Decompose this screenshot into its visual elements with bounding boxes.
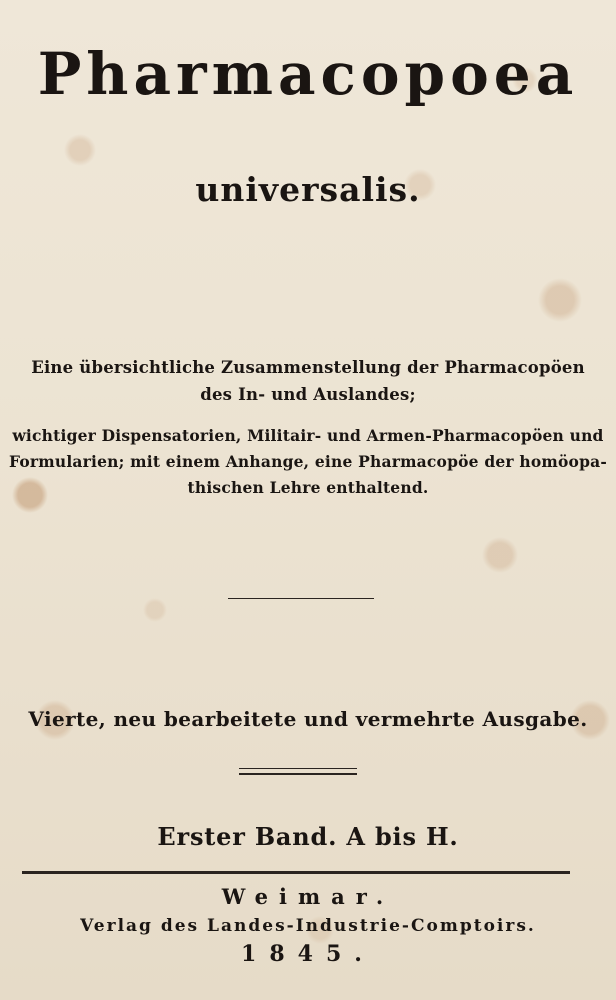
imprint-publisher: Verlag des Landes-Industrie-Comptoirs. — [80, 916, 536, 936]
imprint-year: 1845. — [241, 941, 375, 967]
description-line-3: wichtiger Dispensatorien, Militair- und Armen-Pharmacopöen und — [12, 426, 604, 445]
description-line-5: thischen Lehre enthaltend. — [187, 478, 429, 497]
imprint-divider — [22, 871, 570, 874]
description-line-2: des In- und Auslandes; — [200, 385, 416, 404]
volume-statement: Erster Band. A bis H. — [157, 822, 459, 851]
description-line-4: Formularien; mit einem Anhange, eine Pharmacopöe der homöopa- — [9, 452, 607, 471]
short-divider — [228, 598, 374, 599]
book-title: Pharmacopoea — [37, 40, 579, 108]
edition-statement: Vierte, neu bearbeitete und vermehrte Ausgabe. — [28, 707, 588, 731]
double-divider — [239, 768, 357, 775]
book-subtitle: universalis. — [195, 170, 421, 209]
description-line-1: Eine übersichtliche Zusammenstellung der Pharmacopöen — [31, 358, 585, 377]
imprint-city: Weimar. — [221, 884, 395, 909]
